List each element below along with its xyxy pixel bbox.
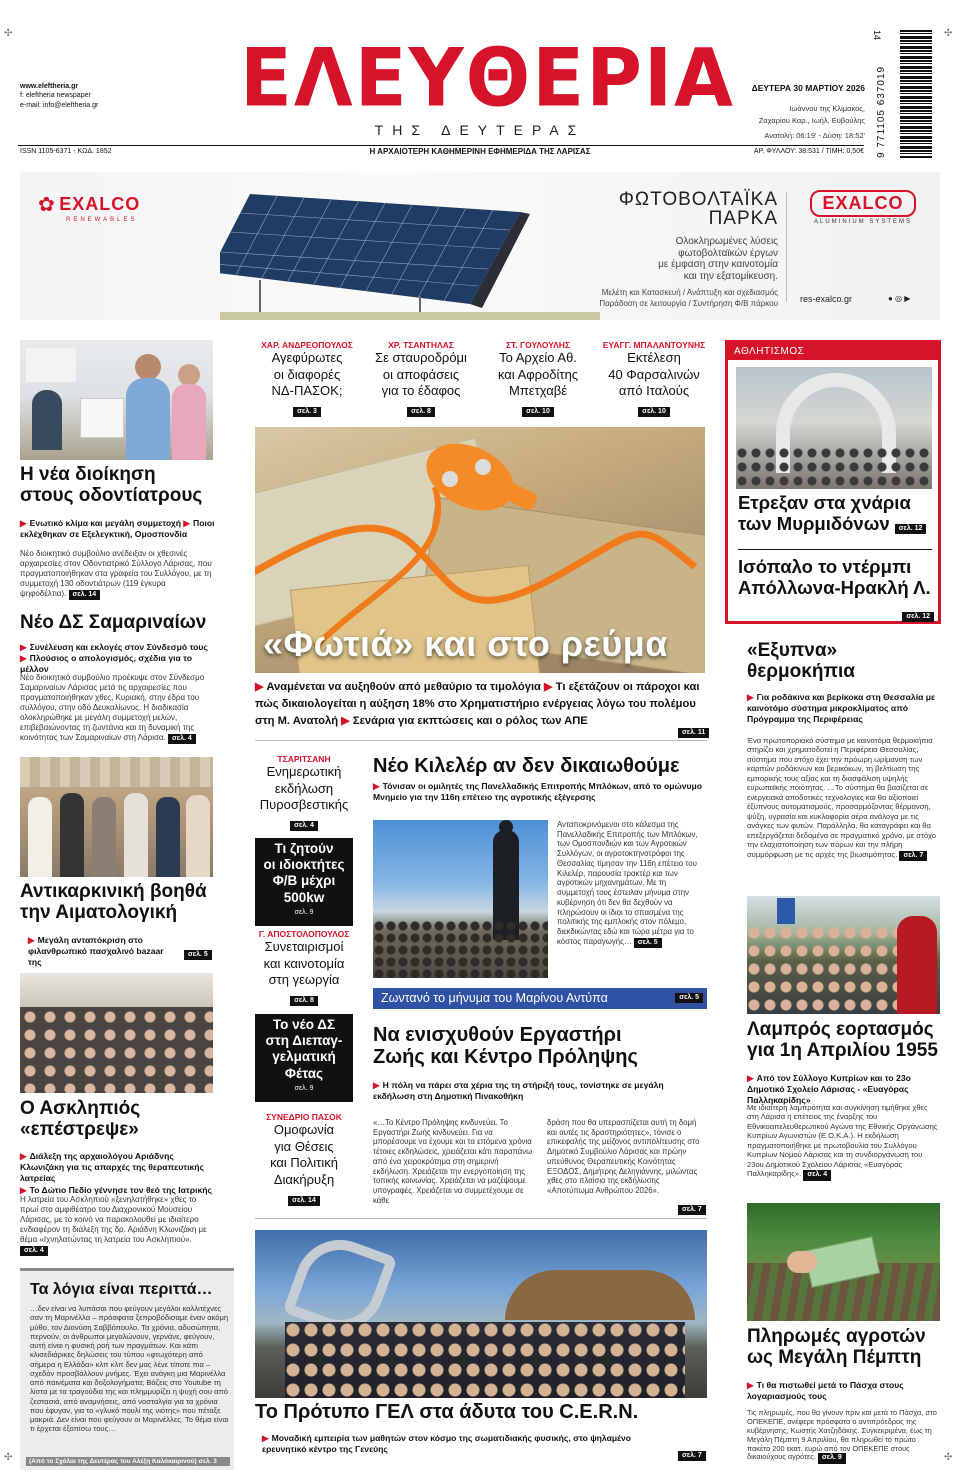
payments-title-1[interactable]: Πληρωμές αγροτών [747, 1326, 926, 1347]
ad-desc-2: φωτοβολταϊκών έργων [678, 247, 778, 259]
bazaar-sub: Μεγάλη ανταπόκριση στο φιλανθρωπικό πασχαλινό bazaar της [28, 935, 164, 968]
teaser-4[interactable]: ΕΥΑΓΓ. ΜΠΑΛΑΝΤΟΥΝΗΣ Εκτέλεση 40 Φαρσαλινών από Ιταλούς σελ. 10 [598, 340, 710, 418]
bazaar-title-2[interactable]: την Αιματολογική [20, 902, 178, 924]
feta-board-box[interactable]: Το νέο ΔΣ στη Διεπαγ- γελματική Φέτας σελ. 9 [255, 1014, 353, 1102]
page-ref[interactable]: σελ. 4 [20, 1246, 48, 1256]
flower-icon: ✿ [38, 194, 55, 216]
pv-owners-box[interactable]: Τι ζητούν οι ιδιοκτήτες Φ/Β μέχρι 500kw σελ. 9 [255, 838, 353, 926]
ad-url[interactable]: res-exalco.gr [800, 294, 853, 304]
page-ref[interactable]: σελ. 11 [678, 728, 709, 738]
triangle-icon: ▶ [183, 518, 190, 528]
greenhouses-body: Ένα πρωτοποριακό σύστημα με καινοτόμα θερμοκήπια στηρίζει και χρηματοδοτεί η Περιφέρεια Θεσσαλίας, σύστημα που στόχο έχει την πρόωρη ωρίμανση των καρπών ροδάκινων και βερικόκων, τη βελτίωση της εμπορικής τους αξίας και τη διασφάλιση υψηλής ευρωπαϊκής ποιότητας. …Το σύστημα θα βασίζεται σε ενεργειακά αποδοτικές τεχνολογίες και θα αξιοποιεί έξυπνους αυτοματισμούς, προσαρμόζοντας θέρμανση, ψύξη, υγρασία και κυκλοφορία αέρα ανάλογα με τις ανάγκες των φυτών. Παράλληλα, θα καταγράφει και θα επεξεργάζεται δεδομένα σε πραγματικό χρόνο, με στόχο την ελαχιστοποίηση των πόρων και την πλήρη συμμόρφωση με τις αρχές της βιωσιμότητας. [747, 736, 937, 859]
editorial-comment-box [20, 1268, 234, 1470]
sports-label: ΑΘΛΗΤΙΣΜΟΣ [728, 343, 938, 360]
lab-title-2[interactable]: Ζωής και Κέντρο Πρόληψης [373, 1046, 638, 1069]
lab-title-1[interactable]: Να ενισχυθούν Εργαστήρι [373, 1024, 622, 1046]
kileler-sub: Τόνισαν οι ομιλητές της Πανελλαδικής Επιτροπής Μπλόκων, από το ομώνυμο Μνημείο για την 116η επέτειο της αγροτικής εξέγερσης [373, 781, 703, 803]
lab-body-col-2: δράση που θα υπερασπίζεται αυτή τη δομή και αυτές τις δραστηριότητες», τόνισε ο επικεφαλής της μείζονος αντιπολίτευσης στο Δημοτικό Συμβούλιο Λάρισας και πρώην υπεύθυνος Θεραπευτικής Κοινότητας ΕΞΟΔΟΣ, Δημήτρης Δεληγιάννης, μιλώντας χθες στο πλαίσιο της εκδήλωσης «Αποτύπωμα Ανθρώπου 2026». [547, 1118, 700, 1196]
triangle-icon: ▶ [341, 714, 350, 727]
kileler-title[interactable]: Νέο Κιλελέρ αν δεν δικαιωθούμε [373, 755, 680, 777]
ad-heading-2: ΠΑΡΚΑ [708, 208, 778, 229]
cern-students-photo [255, 1230, 707, 1398]
page-ref[interactable]: σελ. 8 [290, 996, 318, 1006]
triangle-icon: ▶ [20, 1151, 27, 1161]
crosshair-icon: ✣ [944, 28, 953, 39]
lead-sub-1: Αναμένεται να αυξηθούν από μεθαύριο τα τιμολόγια [266, 681, 541, 693]
bazaar-title-1[interactable]: Αντικαρκινική βοηθά [20, 881, 207, 902]
sports-title-2b[interactable]: Απόλλωνα-Ηρακλή Λ. [738, 576, 931, 598]
teaser-2[interactable]: ΧΡ. ΤΣΑΝΤΗΛΑΣ Σε σταυροδρόμι οι αποφάσεις για το έδαφος σελ. 8 [364, 340, 478, 418]
triangle-icon: ▶ [262, 1433, 269, 1443]
triangle-icon: ▶ [20, 653, 27, 664]
triangle-icon: ▶ [20, 1184, 27, 1195]
pasok-congress-box[interactable]: ΣΥΝΕΔΡΙΟ ΠΑΣΟΚ Ομοφωνία για Θέσεις και Πολιτική Διακήρυξη σελ. 14 [255, 1112, 353, 1207]
page-ref[interactable]: σελ. 5 [184, 950, 212, 960]
sports-title-1a[interactable]: Ετρεξαν στα χνάρια [738, 492, 911, 513]
page-ref[interactable]: σελ. 3 [293, 407, 321, 417]
lecture-photo [20, 973, 213, 1093]
crosshair-icon: ✣ [944, 1452, 953, 1463]
barcode [872, 30, 942, 158]
triangle-icon: ▶ [373, 781, 380, 791]
page-ref[interactable]: σελ. 9 [294, 1084, 314, 1092]
ad-desc-3: με έμφαση στην καινοτομία [658, 259, 778, 270]
asclepius-body: Η λατρεία του Ασκληπιού «ξενηλατήθηκε» χθες το πρωί στο αμφιθέατρο του Διαχρονικού Μουσείου Λάρισας, με το κοινό να παρακολουθεί με ιδιαίτερο ενδιαφέρον τη διάλεξη της δρ. Αριάδνη Κλωνιζάκη με θέμα «Ιχνηλατώντας τη λατρεία του Ασκληπιού». [20, 1195, 207, 1244]
comment-title[interactable]: Τα λόγια είναι περιττά… [30, 1281, 213, 1298]
comment-footer: (Από το Σχόλιο της Δευτέρας του Αλέξη Καλόκαιρινού) σελ. 3 [26, 1457, 230, 1466]
payments-sub: Τι θα πιστωθεί μετά το Πάσχα στους λογαριασμούς τους [747, 1380, 904, 1402]
page-ref[interactable]: σελ. 5 [675, 993, 703, 1003]
sports-title-2a[interactable]: Ισόπαλο το ντέρμπι [738, 556, 912, 577]
triangle-icon: ▶ [373, 1080, 380, 1090]
race-photo [736, 367, 932, 489]
page-ref[interactable]: σελ. 12 [902, 612, 934, 622]
issue-number: ΑΡ. ΦΥΛΛΟΥ: 38.531 / ΤΙΜΗ: 0,50€ [753, 148, 864, 155]
page-ref[interactable]: σελ. 8 [407, 407, 435, 417]
lead-photo-plug-on-euros [255, 427, 705, 673]
page-ref[interactable]: σελ. 7 [678, 1451, 706, 1461]
asclepius-title-2[interactable]: «επέστρεψε» [20, 1119, 139, 1141]
ad-services-1: Μελέτη και Κατασκευή / Ανάπτυξη και σχεδιασμός [601, 288, 778, 297]
page-ref[interactable]: σελ. 3 [198, 1458, 217, 1465]
email-text: e-mail: info@eleftheria.gr [20, 101, 99, 109]
sports-box [725, 340, 941, 624]
greenhouses-title-1[interactable]: «Εξυπνα» [747, 640, 838, 661]
page-ref[interactable]: σελ. 14 [288, 1196, 320, 1206]
cyprus-body: Με ιδιαίτερη λαμπρότητα και συγκίνηση τιμήθηκε χθες στη Λάρισα η επέτειος της έναρξης του Εθνικοαπελευθερωτικού Αγώνα της Εθνικής Οργάνωσης Κυπρίων Αγωνιστών (Ε.Ο.Κ.Α.). Η εκδήλωση πραγματοποιήθηκε με πρωτοβουλία του Συλλόγου Κυπρίων Νομού Λάρισας και τη συνδιοργάνωση του 23ου Δημοτικού Σχολείου Λάρισας «Ευαγόρας Παλληκαρίδης». [747, 1103, 938, 1179]
saints-line-1: Ιωάννου της Κλίμακος, [789, 104, 865, 114]
greenhouses-title-2[interactable]: θερμοκήπια [747, 661, 855, 683]
ad-services-2: Παράδοση σε λειτουργία / Συντήρηση Φ/Β πάρκου [599, 298, 778, 308]
teaser-3[interactable]: ΣΤ. ΓΟΥΛΟΥΛΗΣ Το Αρχείο Αθ. και Αφροδίτης Μπετχαβέ σελ. 10 [486, 340, 590, 418]
dentists-photo [20, 340, 213, 460]
page-ref[interactable]: σελ. 7 [678, 1205, 706, 1215]
lead-sub-2: Τι εξετάζουν οι πάροχοι και πώς δικαιολογείται η αύξηση 18% στο Χρηματιστήριο ενέργειας λόγω του πολέμου στη Μ. Ανατολή [255, 681, 700, 727]
payments-title-2[interactable]: ως Μεγάλη Πέμπτη [747, 1347, 922, 1369]
tsaritsani-box[interactable]: ΤΣΑΡΙΤΣΑΝΗ Ενημερωτική εκδήλωση Πυροσβεστικής σελ. 4 [255, 754, 353, 832]
bazaar-photo [20, 757, 213, 877]
page-ref[interactable]: σελ. 10 [522, 407, 554, 417]
asclepius-sub-1: Διάλεξη της αρχαιολόγου Αριάδνης Κλωνιζάκη για τις απαρχές της θεραπευτικής λατρείας [20, 1151, 204, 1184]
samarinaioi-sub-2: Πλούσιος ο απολογισμός, σχέδια για το μέλλον [20, 653, 193, 675]
page-ref[interactable]: σελ. 5 [634, 938, 662, 948]
dentists-sub-1: Ενωτικό κλίμα και μεγάλη συμμετοχή [29, 518, 181, 528]
ad-desc-1: Ολοκληρωμένες λύσεις [675, 236, 778, 247]
barcode-top-number: 14 [872, 30, 882, 41]
samarinaioi-sub-1: Συνέλευση και εκλογές στον Σύνδεσμό τους [29, 642, 208, 652]
triangle-icon: ▶ [747, 692, 754, 702]
triangle-icon: ▶ [544, 681, 553, 693]
issue-date: ΔΕΥΤΕΡΑ 30 ΜΑΡΤΙΟΥ 2026 [751, 83, 865, 93]
page-ref[interactable]: σελ. 4 [290, 821, 318, 831]
asclepius-title-1[interactable]: Ο Ασκληπιός [20, 1098, 141, 1119]
page-ref[interactable]: σελ. 14 [69, 590, 101, 600]
teaser-1[interactable]: ΧΑΡ. ΑΝΔΡΕΟΠΟΥΛΟΣ Αγεφύρωτες οι διαφορές ΝΔ-ΠΑΣΟΚ; σελ. 3 [255, 340, 359, 418]
cern-title[interactable]: Το Πρότυπο ΓΕΛ στα άδυτα του C.E.R.N. [255, 1401, 639, 1423]
barcode-number: 9 771105 637019 [876, 65, 887, 158]
facebook-text: f: eleftheria newspaper [20, 92, 91, 100]
exalco-renewables-logo: ✿ EXALCO RENEWABLES [38, 194, 141, 223]
triangle-icon: ▶ [20, 518, 27, 528]
triangle-icon: ▶ [747, 1073, 754, 1083]
triangle-icon: ▶ [20, 642, 27, 652]
payments-body: Τις πληρωμές, που θα γίνουν πριν και μετά το Πάσχα, στο ΟΠΕΚΕΠΕ, ανέφερε πρόσφατα ο αντιπρόεδρος της κυβέρνησης, Κωστής Χατζηδάκης. Συγκεκριμένα, έως τη Μεγάλη Πέμπτη 9 Απριλίου, θα πληρωθεί το πρώτο πακέτο 200 εκατ. ευρώ από τον ΟΠΕΚΕΠΕ στους δικαιούχους αγρότες. [747, 1408, 937, 1462]
cyprus-title-2[interactable]: για 1η Απριλίου 1955 [747, 1040, 938, 1062]
crosshair-icon: ✣ [4, 28, 13, 39]
dentists-title-1[interactable]: Η νέα διοίκηση [20, 464, 156, 485]
kileler-photo [373, 820, 548, 978]
page-ref[interactable]: σελ. 10 [638, 407, 670, 417]
ad-heading-1: ΦΩΤΟΒΟΛΤΑΪΚΑ [618, 189, 778, 210]
page-ref[interactable]: σελ. 12 [895, 524, 927, 534]
barcode-bars [900, 30, 932, 158]
dentists-body: Νέο διοικητικό συμβούλιο ανέδειξαν οι χθεσινές αρχαιρεσίες στον Οδοντιατρικό Σύλλογο Λάρισας, που πραγματοποιήθηκαν στα γραφεία του Συλλόγου, με τη συμμετοχή 130 οδοντιάτρων (119 έγκυρα ψηφοδέλτια). [20, 549, 212, 598]
samarinaioi-body: Νέο διοικητικό συμβούλιο προέκυψε στον Σύνδεσμο Σαμαριναίων Λάρισας μετά τις αρχαιρεσίες που πραγματοποιήθηκαν χθες, Κυριακή, στην έδρα του συλλόγου, στην οδό Δευκαλίωνος. Η διαδικασία ολοκληρώθηκε με μεγάλη συμμετοχή μελών, επιβεβαιώνοντας τη ζωντάνια και τη δυναμική της κοινότητας των Σαμαριναίων στη Λάρισα. [20, 673, 205, 742]
newspaper-logo[interactable]: ΕΛΕΥΘΕΡΙΑ ΤΗΣ ΔΕΥΤΕΡΑΣ [240, 30, 736, 138]
exalco-ad-banner[interactable] [20, 172, 940, 320]
lead-sub-3: Σενάρια για εκπτώσεις και ο ρόλος των ΑΠΕ [352, 714, 588, 727]
comment-body: …δεν είναι να λυπάσαι που φεύγουν μεγάλοι καλλιτέχνες σαν τη Μαρινέλλα – πρόσφατα ξεπροβόδισαμε έναν ακόμη μύθο, τον Διονύση Σαββόπουλο. Τα χρόνια, αδυσώπητα, περνούν, οι άνθρωποι μεγαλώνουν, γερνάνε, φεύγουν, αυτή είναι η φυσική ροή των πραγμάτων. Και κάπι κλισεδιάρικες δηλώσεις του τύπου «φτωχότερη από σήμερα η Ελλάδα» κλπ κλπ δεν μας λένε τίποτε πια – σχεδόν προσβάλλουν μνήμες. Έχει ανάγκη μια Μαρινέλλα από παινέματα και δοξολογήματα; Βάζεις στο Youtube τη λίστα με τα τραγούδια της και πλημμυρίζει η ψυχή σου από ζεστασιά, από αναμνήσεις, από νοσταλγία για τα χρόνια που έφυγαν, για το «γλυκό πουλί της νιότης» που πέταξε μακριά. Δεν είναι που φεύγουν οι Μαρινέλλες. Το θέμα είναι τι έρχεται έξοπίσω τους… [30, 1304, 229, 1434]
crosshair-icon: ✣ [4, 1452, 13, 1463]
cooperatives-box[interactable]: Γ. ΑΠΟΣΤΟΛΟΠΟΥΛΟΣ Συνεταιρισμοί και καινοτομία στη γεωργία σελ. 8 [255, 929, 353, 1007]
lab-sub: Η πόλη να πάρει στα χέρια της τη στήριξή τους, τονίστηκε σε μεγάλη εκδήλωση στη Δημοτική Πινακοθήκη [373, 1080, 664, 1102]
page-ref[interactable]: σελ. 7 [899, 851, 927, 861]
sports-title-1b[interactable]: των Μυρμιδόνων [738, 512, 890, 534]
page-ref[interactable]: σελ. 4 [168, 734, 196, 744]
greenhouses-sub: Για ροδάκινα και βερίκοκα στη Θεσσαλία με καινοτόμο σύστημα μικροκλίματος από Πρόγραμμα της Περιφέρειας [747, 692, 936, 725]
cyprus-sub: Από τον Σύλλογο Κυπρίων και το 23ο Δημοτικό Σχολείο Λάρισας - «Ευαγόρας Παλληκαρίδης» [747, 1073, 911, 1106]
issn-text: ISSN 1105-6371 - ΚΩΔ. 1852 [20, 148, 112, 155]
lab-body-col-1: «…Το Κέντρο Πρόληψης κινδυνεύει. Το Εργαστήρι Ζωής κινδυνεύει. Για να μπορέσουμε να έχουμε και τα επόμενα χρόνια τέτοιες εκδηλώσεις, χρειάζεται κάτι παραπάνω από ένα χειροκρότημα στη σημερινή εκδήλωση. Χρειάζεται την ενεργοποίηση της τοπικής κοινωνίας. Χρειάζεται να μαζέψουμε υπογραφές. Χρειάζεται να συμμετέχουμε σε κάθε [373, 1118, 533, 1205]
tagline: Η ΑΡΧΑΙΟΤΕΡΗ ΚΑΘΗΜΕΡΙΝΗ ΕΦΗΜΕΡΙΔΑ ΤΗΣ ΛΑΡΙΣΑΣ [369, 147, 591, 156]
kileler-body: Ανταποκρινόμενοι στο κάλεσμα της Πανελλαδικής Επιτροπής των Μπλόκων, των Ομοσπονδιών και των Αγροτικών Συλλόγων, οι αγροτοκτηνοτρόφοι της Θεσσαλίας τίμησαν την 116η επέτειο του Κιλελέρ, παρουσία τρακτέρ και των αγροτικών μηχανημάτων. Με τη συμμετοχή τους έστειλαν μήνυμα στην κυβέρνηση ότι δεν θα δεχθούν να πληρώσουν οι ίδιοι το σπασμένα της πολιτικής της εμπλοκής στον πόλεμο, διεκδικώντας εδώ και τώρα μέτρα για το κόστος παραγωγής… [557, 820, 698, 946]
triangle-icon: ▶ [28, 935, 35, 945]
triangle-icon: ▶ [255, 681, 264, 693]
cern-sub: Μοναδική εμπειρία των μαθητών στον κόσμο της σωματιδιακής φυσικής, στο ψηλαμένο ερευνητικό κέντρο της Γενεύης [262, 1433, 632, 1455]
asclepius-sub-2: Το Δώτιο Πεδίο γέννησε τον θεό της Ιατρικής [29, 1184, 212, 1195]
exalco-aluminium-logo: EXALCO ALUMINIUM SYSTEMS [800, 190, 926, 225]
page-ref[interactable]: σελ. 9 [294, 908, 314, 916]
antypas-bar[interactable]: Ζωντανό το μήνυμα του Μαρίνου Αντύπα σελ. 5 [373, 988, 707, 1009]
page-ref[interactable]: σελ. 9 [818, 1453, 846, 1463]
logo-subtitle: ΤΗΣ ΔΕΥΤΕΡΑΣ [374, 122, 586, 138]
triangle-icon: ▶ [747, 1380, 754, 1390]
ad-desc-4: και την εξατομίκευση. [683, 270, 778, 282]
dentists-title-2[interactable]: στους οδοντίατρους [20, 485, 203, 507]
saints-line-2: Ζαχαρίου Καρ., Ιωήλ, Ευβούλης [758, 115, 865, 125]
samarinaioi-title[interactable]: Νέο ΔΣ Σαμαριναίων [20, 612, 207, 633]
cyprus-celebration-photo [747, 896, 940, 1014]
social-icons: ● ◎ ▶ [888, 294, 911, 303]
farmer-payments-photo [747, 1203, 940, 1321]
lead-title[interactable]: «Φωτιά» και στο ρεύμα [263, 623, 668, 664]
sun-times: Ανατολή: 06:19' - Δύση: 18:52' [764, 131, 865, 141]
website-link[interactable]: www.eleftheria.gr [20, 83, 79, 90]
page-ref[interactable]: σελ. 4 [803, 1170, 831, 1180]
dentists-sub-2: Ποιοι εκλέχθηκαν σε Εξελεγκτική, Ομοσπονδία [20, 518, 215, 540]
cyprus-title-1[interactable]: Λαμπρός εορτασμός [747, 1019, 934, 1040]
